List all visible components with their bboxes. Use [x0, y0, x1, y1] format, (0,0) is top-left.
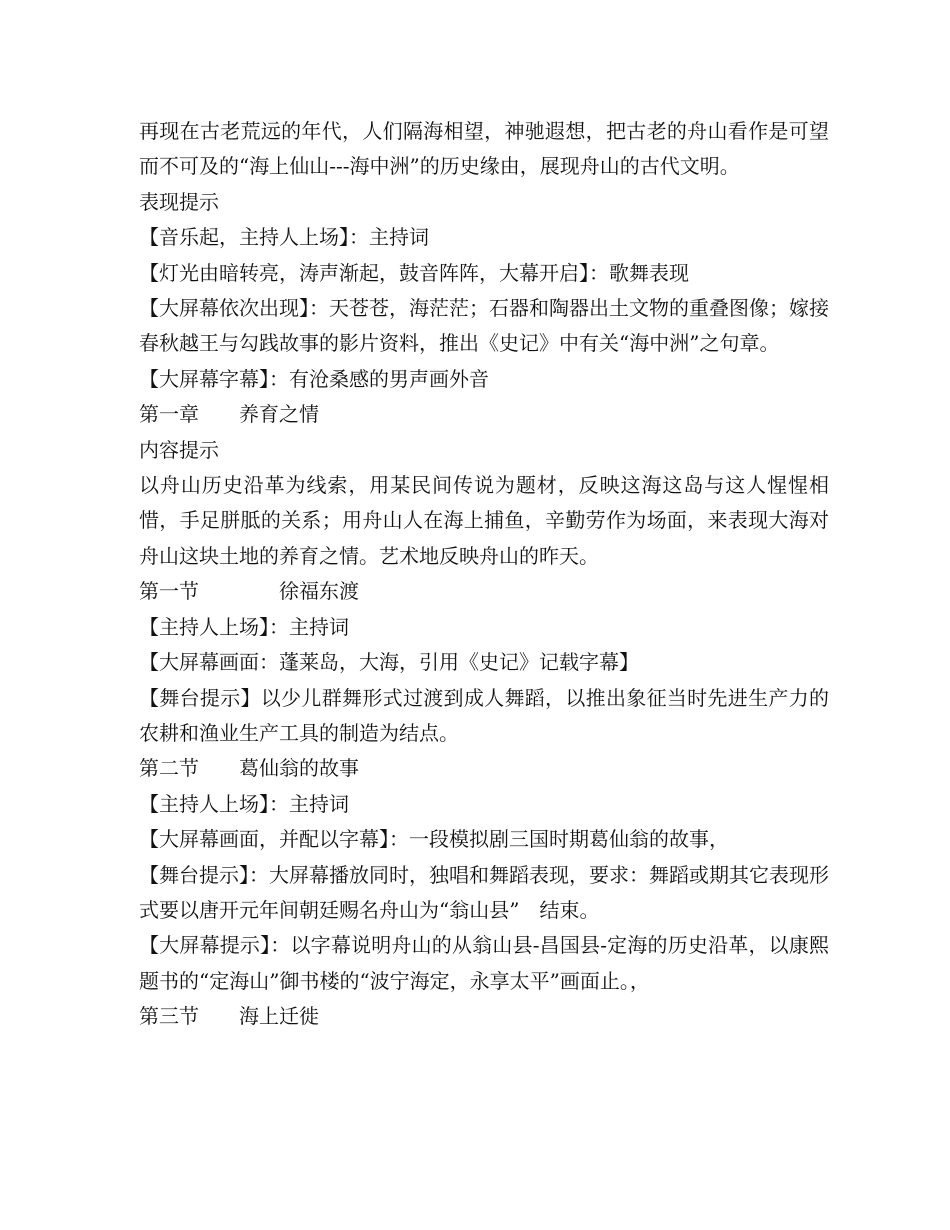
heading-performance-hints: 表现提示: [139, 189, 219, 214]
stage-direction-screen-history: 【大屏幕提示】：以字幕说明舟山的从翁山县-昌国县-定海的历史沿革，以康熙题书的“定海山”御书楼的“波宁海定，永享太平”画面止。，: [139, 933, 829, 993]
chapter-one-title: 第一章 养育之情: [139, 402, 319, 427]
paragraph-intro: 再现在古老荒远的年代，人们隔海相望，神驰遐想，把古老的舟山看作是可望而不可及的“海上仙山---海中洲”的历史缘由，展现舟山的古代文明。: [139, 119, 829, 179]
stage-direction-screen-ge-xianweng: 【大屏幕画面，并配以字幕】：一段模拟剧三国时期葛仙翁的故事，: [139, 827, 729, 852]
section-three-title: 第三节 海上迁徙: [139, 1004, 319, 1029]
stage-direction-host-1: 【主持人上场】：主持词: [139, 614, 349, 639]
stage-direction-dance-2: 【舞台提示】：大屏幕播放同时，独唱和舞蹈表现，要求：舞蹈或期其它表现形式要以唐开元年间朝廷赐名舟山为“翁山县” 结束。: [139, 862, 829, 922]
stage-direction-dance-1: 【舞台提示】以少儿群舞形式过渡到成人舞蹈，以推出象征当时先进生产力的农耕和渔业生产工具的制造为结点。: [139, 685, 829, 745]
section-one-title: 第一节 徐福东渡: [139, 579, 359, 604]
stage-direction-screen-sequence: 【大屏幕依次出现】：天苍苍，海茫茫；石器和陶器出土文物的重叠图像；嫁接春秋越王与勾践故事的影片资料，推出《史记》中有关“海中洲”之句章。: [139, 296, 829, 356]
stage-direction-screen-penglai: 【大屏幕画面：蓬莱岛，大海，引用《史记》记载字幕】: [139, 650, 639, 675]
heading-content-hints: 内容提示: [139, 437, 219, 462]
stage-direction-screen-caption: 【大屏幕字幕】：有沧桑感的男声画外音: [139, 366, 489, 391]
paragraph-chapter-one-summary: 以舟山历史沿革为线索，用某民间传说为题材，反映这海这岛与这人惺惺相惜，手足胼胝的关系；用舟山人在海上捕鱼，辛勤劳作为场面，来表现大海对舟山这块土地的养育之情。艺术地反映舟山的昨天。: [139, 473, 829, 568]
stage-direction-lighting: 【灯光由暗转亮，涛声渐起，鼓音阵阵，大幕开启】：歌舞表现: [139, 260, 689, 285]
stage-direction-music: 【音乐起，主持人上场】：主持词: [139, 225, 429, 250]
section-two-title: 第二节 葛仙翁的故事: [139, 756, 359, 781]
document-body: [139, 114, 829, 1035]
stage-direction-host-2: 【主持人上场】：主持词: [139, 791, 349, 816]
